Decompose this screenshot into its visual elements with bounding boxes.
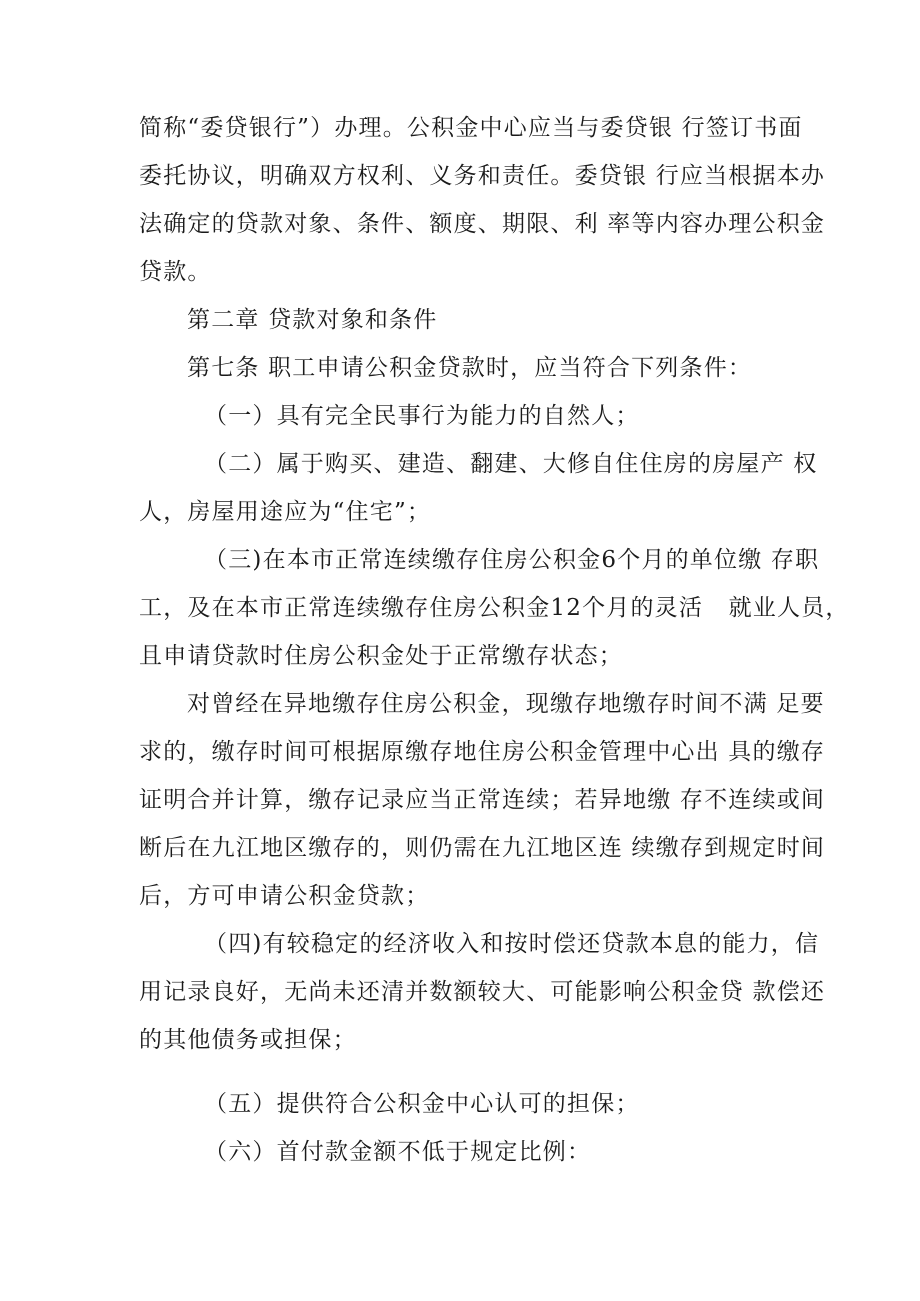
condition-3-line-2: 工，及在本市正常连续缴存住房公积金12个月的灵活 就业人员，: [139, 595, 850, 621]
article-heading: 第七条 职工申请公积金贷款时，应当符合下列条件：: [187, 355, 753, 381]
condition-2-line-1: （二）属于购买、建造、翻建、大修自住住房的房屋产 权: [204, 451, 818, 477]
remote-deposit-line-1: 对曾经在异地缴存住房公积金，现缴存地缴存时间不满 足要: [187, 691, 825, 717]
condition-5: （五）提供符合公积金中心认可的担保；: [204, 1091, 640, 1117]
remote-deposit-line-3: 证明合并计算，缴存记录应当正常连续；若异地缴 存不连续或间: [139, 787, 826, 813]
chapter-heading: 第二章 贷款对象和条件: [187, 307, 438, 333]
condition-3-line-1: （三)在本市正常连续缴存住房公积金6个月的单位缴 存职: [204, 547, 820, 573]
condition-1: （一）具有完全民事行为能力的自然人；: [204, 403, 640, 429]
condition-2-line-2: 人，房屋用途应为“住宅”；: [139, 499, 432, 525]
remote-deposit-line-2: 求的，缴存时间可根据原缴存地住房公积金管理中心出 具的缴存: [139, 739, 826, 765]
condition-4-line-1: （四)有较稳定的经济收入和按时偿还贷款本息的能力，信: [204, 931, 820, 957]
condition-4-line-3: 的其他债务或担保；: [139, 1027, 357, 1053]
remote-deposit-line-5: 后，方可申请公积金贷款；: [139, 883, 430, 909]
remote-deposit-line-4: 断后在九江地区缴存的，则仍需在九江地区连 续缴存到规定时间: [139, 835, 826, 861]
condition-3-line-3: 且申请贷款时住房公积金处于正常缴存状态；: [139, 643, 623, 669]
paragraph-line-2: 委托协议，明确双方权利、义务和责任。委贷银 行应当根据本办: [139, 163, 826, 189]
paragraph-line-4: 贷款。: [139, 259, 212, 285]
condition-6: （六）首付款金额不低于规定比例：: [204, 1139, 592, 1165]
paragraph-line-1: 简称“委贷银行”）办理。公积金中心应当与委贷银 行签订书面: [139, 115, 803, 141]
paragraph-line-3: 法确定的贷款对象、条件、额度、期限、利 率等内容办理公积金: [139, 211, 826, 237]
condition-4-line-2: 用记录良好，无尚未还清并数额较大、可能影响公积金贷 款偿还: [139, 979, 826, 1005]
